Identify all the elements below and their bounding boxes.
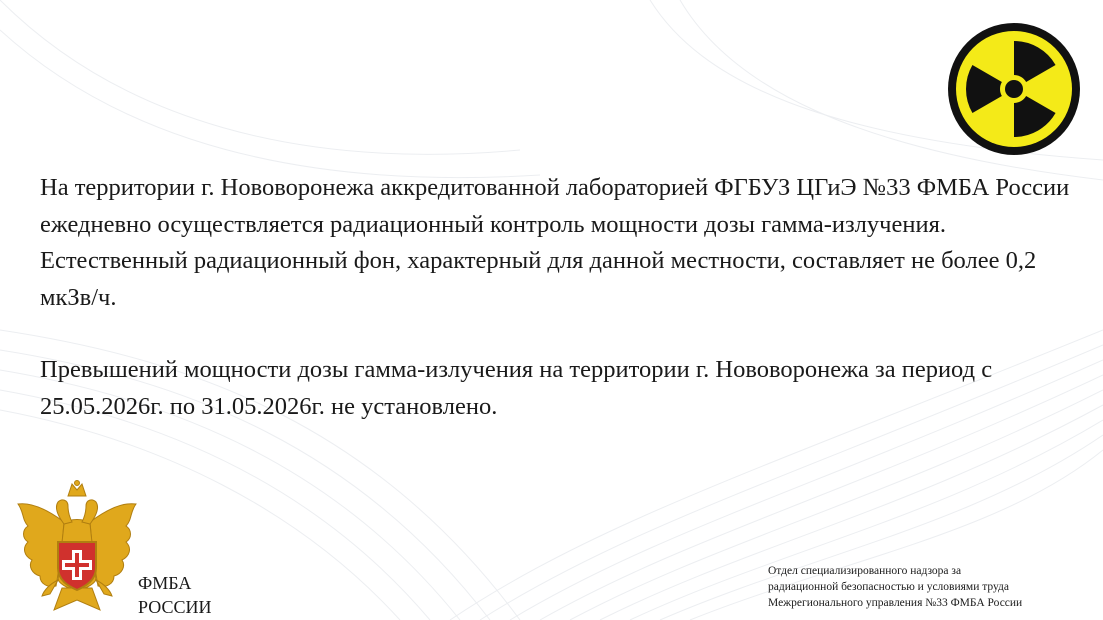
radiation-report-text: [40, 170, 1080, 425]
org-name-line2: РОССИИ: [138, 597, 212, 617]
paragraph-no-exceedances: Превышений мощности дозы гамма-излучения на территории г. Нововоронежа за период с 25.05.2026г. по 31.05.2026г. не установлено.: [40, 356, 993, 420]
department-line3: Межрегионального управления №33 ФМБА России: [768, 597, 1023, 609]
org-name-label: [138, 571, 211, 619]
fmba-eagle-emblem-icon: [14, 480, 140, 616]
department-line2: радиационной безопасностью и условиями труда: [768, 581, 1009, 593]
department-line1: Отдел специализированного надзора за: [768, 565, 962, 577]
paragraph-natural-background: Естественный радиационный фон, характерный для данной местности, составляет не более 0,2 мкЗв/ч.: [40, 247, 1037, 311]
department-info: [768, 563, 1098, 611]
org-name-line1: ФМБА: [138, 573, 192, 593]
paragraph-daily-monitoring: На территории г. Нововоронежа аккредитованной лабораторией ФГБУЗ ЦГиЭ №33 ФМБА России ежедневно осуществляется радиационный контроль мощности дозы гамма-излучения.: [40, 174, 1070, 238]
radiation-warning-icon: [945, 20, 1083, 158]
